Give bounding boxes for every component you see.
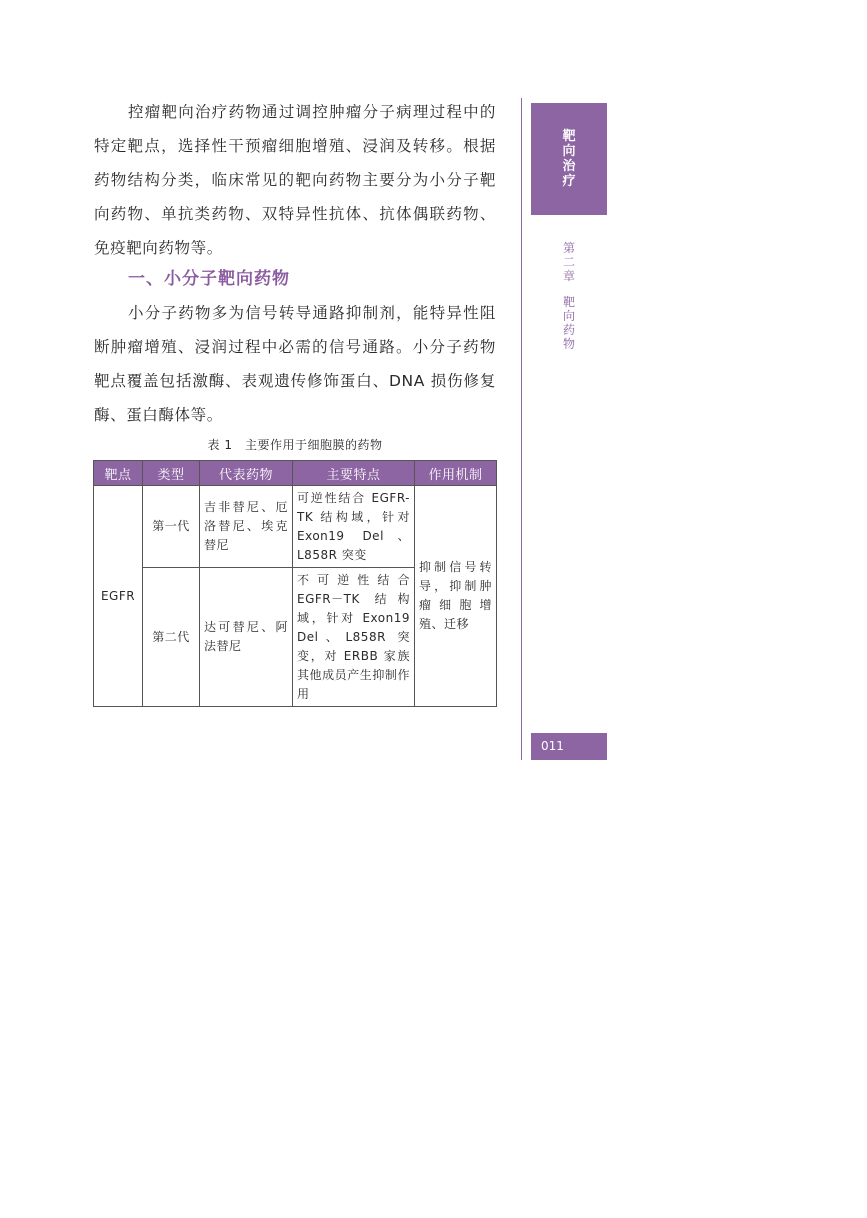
table-caption: 表 1 主要作用于细胞膜的药物 — [207, 438, 383, 452]
cell-mechanism: 抑制信号转导，抑制肿瘤细胞增殖、迁移 — [415, 486, 497, 707]
paragraph-small-molecule: 小分子药物多为信号转导通路抑制剂，能特异性阻断肿瘤增殖、浸润过程中必需的信号通路。小分子药物靶点覆盖包括激酶、表观遗传修饰蛋白、DNA 损伤修复酶、蛋白酶体等。 — [94, 304, 496, 424]
table-row — [94, 486, 497, 568]
cell-features: 可逆性结合 EGFR-TK 结构域，针对 Exon19 Del、L858R 突变 — [293, 486, 415, 568]
section-tab — [531, 103, 607, 215]
header-mechanism: 作用机制 — [415, 461, 497, 486]
cell-features: 不可逆性结合 EGFR－TK 结构域，针对 Exon19 Del、L858R 突变，对 ERBB 家族其他成员产生抑制作用 — [293, 568, 415, 707]
paragraph-intro: 控瘤靶向治疗药物通过调控肿瘤分子病理过程中的特定靶点，选择性干预瘤细胞增殖、浸润及转移。根据药物结构分类，临床常见的靶向药物主要分为小分子靶向药物、单抗类药物、双特异性抗体、抗体偶联药物、免疫靶向药物等。 — [94, 103, 496, 257]
header-target: 靶点 — [94, 461, 143, 486]
header-features: 主要特点 — [293, 461, 415, 486]
margin-rule — [521, 98, 522, 760]
page-number: 011 — [531, 733, 607, 760]
cell-target: EGFR — [94, 486, 143, 707]
section-tab-label: 靶 向 治 疗 — [562, 129, 576, 189]
header-drugs: 代表药物 — [200, 461, 293, 486]
cell-type: 第一代 — [143, 486, 200, 568]
section-heading: 一、小分子靶向药物 — [128, 269, 290, 289]
cell-type: 第二代 — [143, 568, 200, 707]
table-header-row — [94, 461, 497, 486]
drug-table — [93, 460, 497, 707]
chapter-label: 第 二 章 靶 向 药 物 — [562, 241, 575, 351]
header-type: 类型 — [143, 461, 200, 486]
cell-drugs: 吉非替尼、厄洛替尼、埃克替尼 — [200, 486, 293, 568]
cell-drugs: 达可替尼、阿法替尼 — [200, 568, 293, 707]
